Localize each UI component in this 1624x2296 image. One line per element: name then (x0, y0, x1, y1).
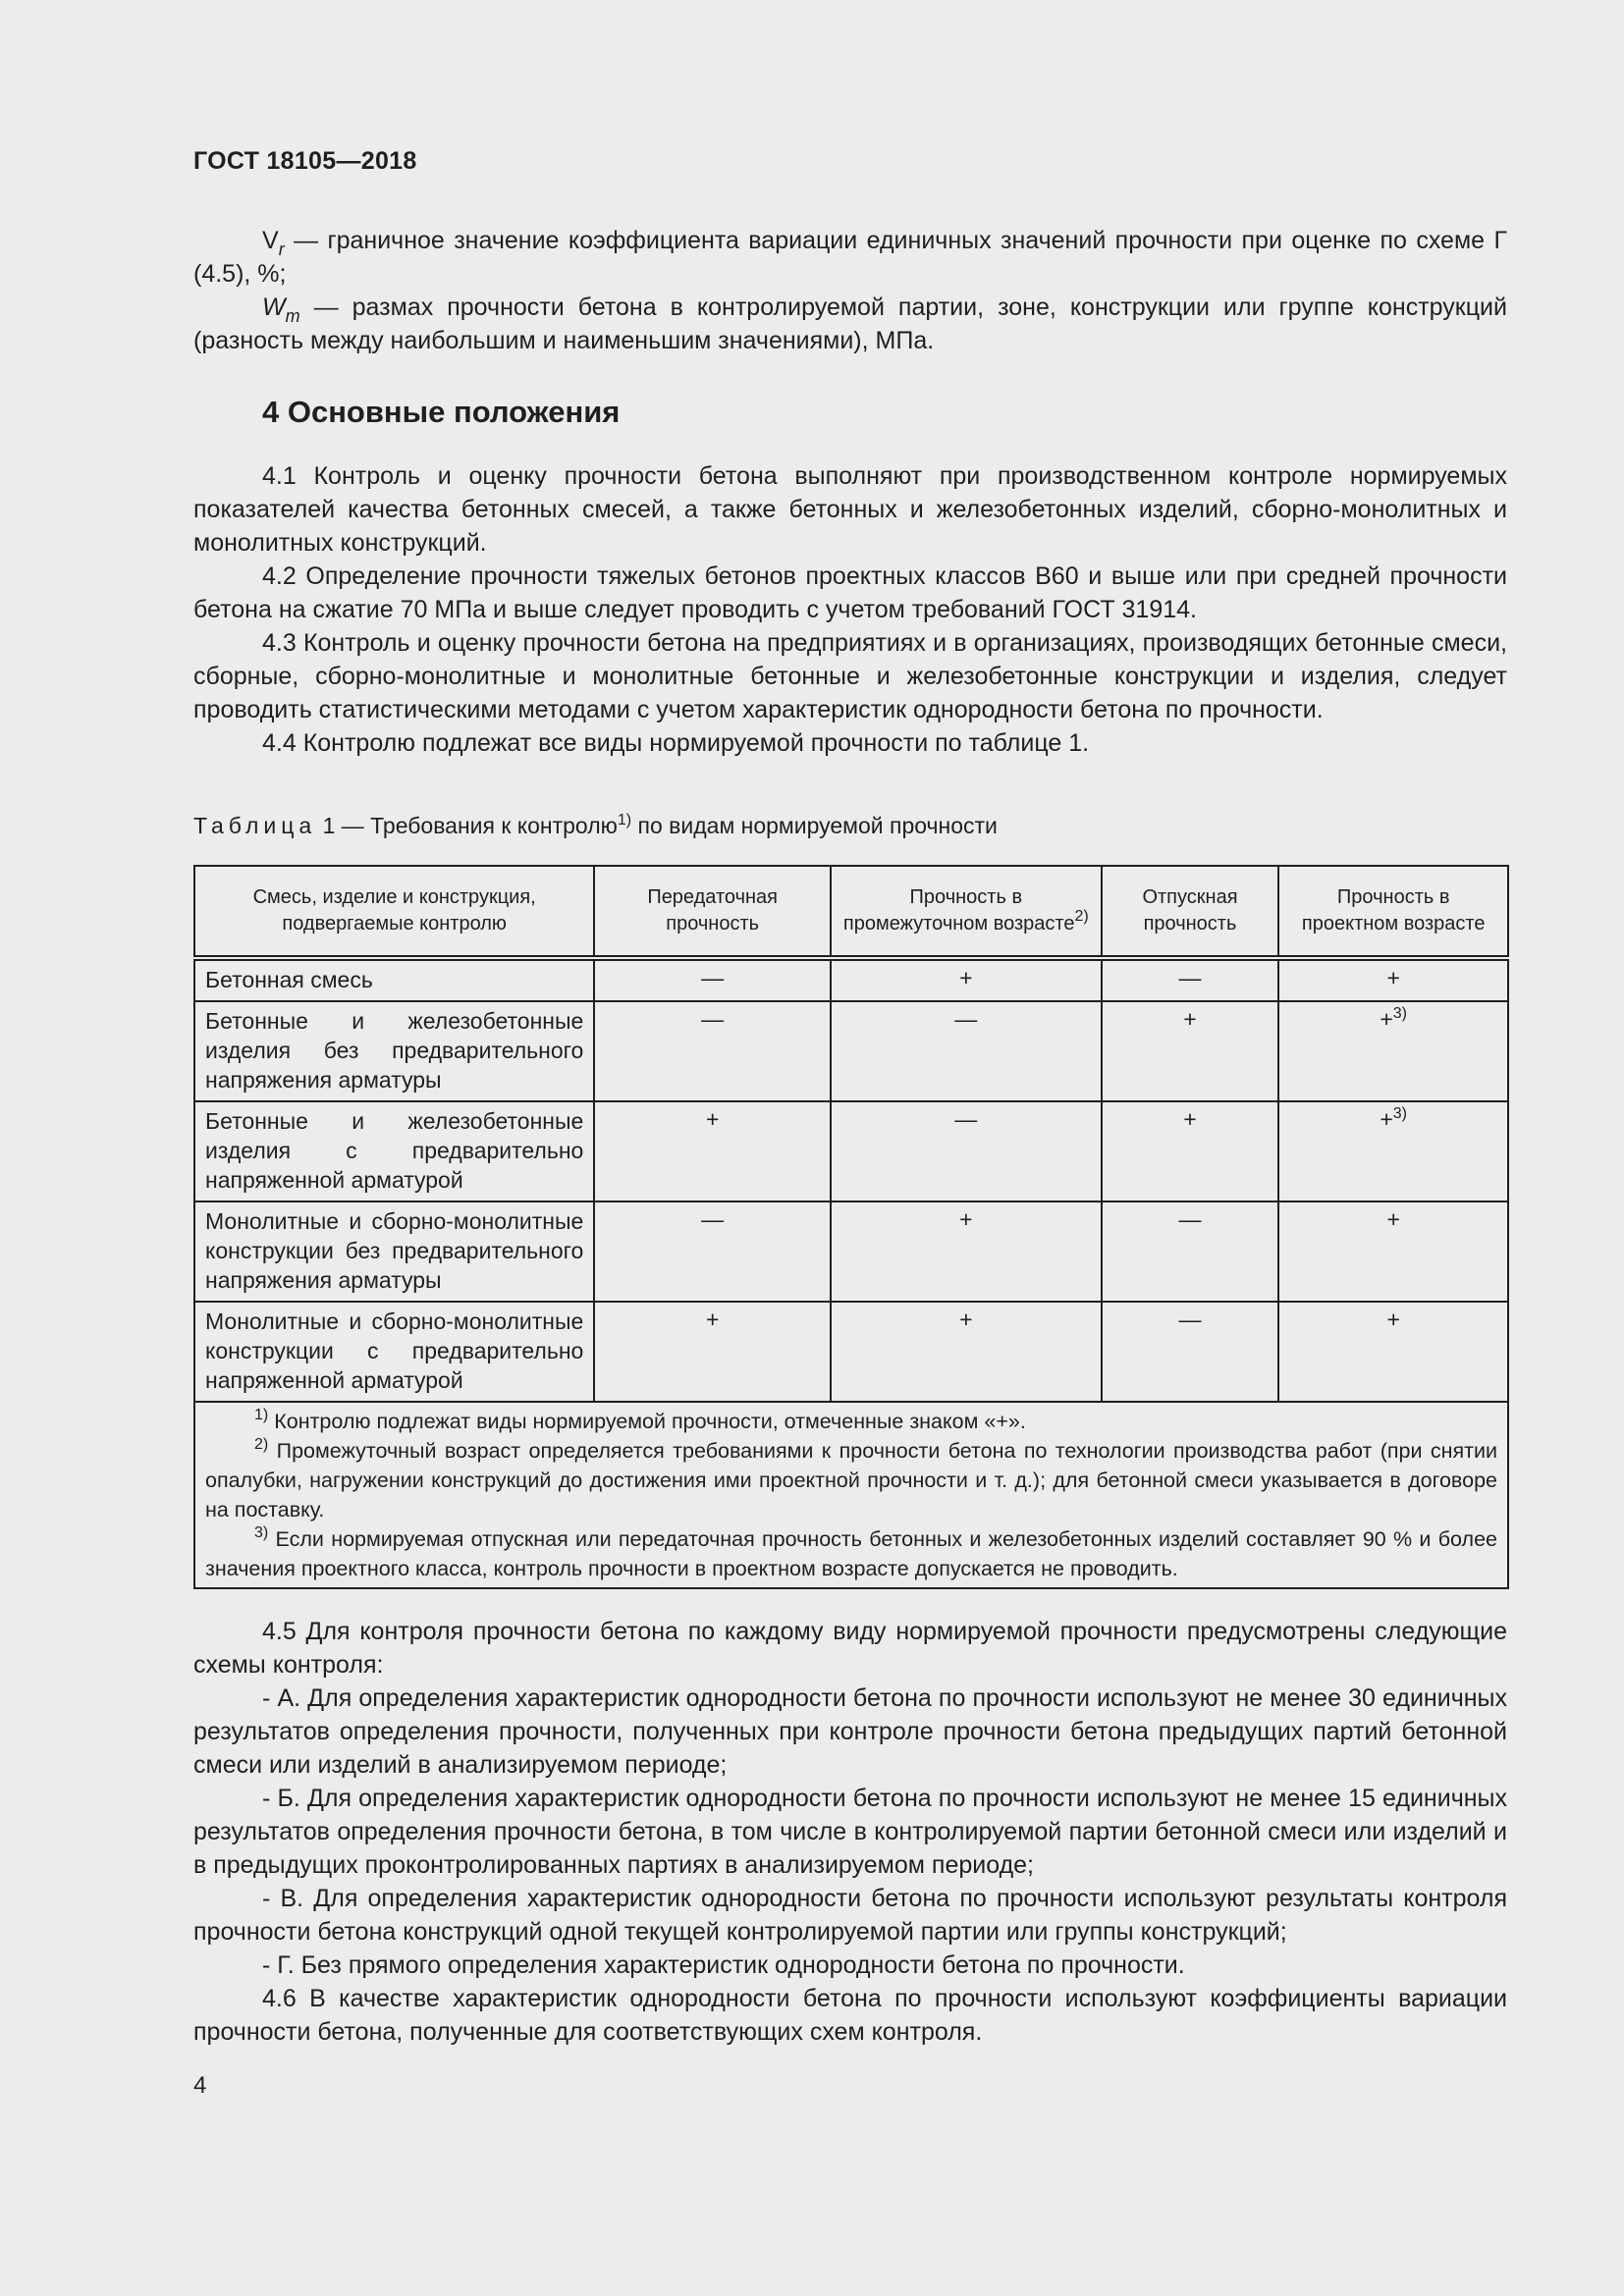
cell-mark: — (594, 958, 831, 1001)
section-paragraphs-2 (193, 1615, 1507, 2049)
section-paragraphs-1 (193, 459, 1507, 760)
symbol-w: W (262, 294, 286, 321)
cell-mark: — (594, 1001, 831, 1101)
cell-mark: — (831, 1001, 1102, 1101)
definition-vr (193, 224, 1507, 291)
table-caption-word: Таблица (193, 813, 317, 838)
cell-mark: — (1102, 958, 1279, 1001)
table-note-3: $^{3)}$ Если нормируемая отпускная или передаточная прочность бетонных и железобетонных изделий составляет 90 % и более значения проектного класса, контроль прочности в проектном возрасте допускается не проводить. (205, 1524, 1497, 1580)
definition-text: — размах прочности бетона в контролируемой партии, зоне, конструкции или группе конструкций (разность между наибольшим и наименьшим значениями), МПа. (193, 294, 1507, 354)
table-caption-end: по видам нормируемой прочности (631, 813, 998, 838)
header-design-age-strength: Прочность в проектном возрасте (1278, 866, 1508, 958)
scheme-b: - Б. Для определения характеристик однородности бетона по прочности используют не менее 15 единичных результатов определения прочности бетона, в том числе в контролируемой партии бетонной смеси или изделий и в предыдущих проконтролированных партиях в анализируемом периоде; (193, 1785, 1507, 1879)
table-caption-text: 1 — Требования к контролю (316, 813, 618, 838)
scheme-v: - В. Для определения характеристик однородности бетона по прочности используют результаты контроля прочности бетона конструкций одной текущей контролируемой партии или группы конструкций; (193, 1885, 1507, 1946)
cell-mark: + (1102, 1101, 1279, 1201)
paragraph-4-5: 4.5 Для контроля прочности бетона по каждому виду нормируемой прочности предусмотрены следующие схемы контроля: (193, 1618, 1507, 1679)
paragraph-4-3: 4.3 Контроль и оценку прочности бетона на предприятиях и в организациях, производящих бетонные смеси, сборные, сборно-монолитные и монолитные бетонные и железобетонные конструкции и изделия, следует проводить статистическими методами с учетом характеристик однородности бетона по прочности. (193, 629, 1507, 723)
requirements-table (193, 865, 1509, 1589)
cell-mark: +$^{3)}$ (1278, 1101, 1508, 1201)
scheme-a: - А. Для определения характеристик однородности бетона по прочности используют не менее 30 единичных результатов определения прочности, полученных при контроле прочности бетона предыдущих партий бетонной смеси или изделий в анализируемом периоде; (193, 1684, 1507, 1779)
caption-footnote-mark: 1) (617, 812, 632, 828)
table-row (194, 1302, 1508, 1402)
cell-mark: — (831, 1101, 1102, 1201)
subscript-m: m (285, 306, 300, 326)
document-header: ГОСТ 18105—2018 (193, 147, 417, 175)
table-row (194, 1001, 1508, 1101)
row-name: Бетонная смесь (194, 958, 594, 1001)
cell-mark: + (831, 1302, 1102, 1402)
row-name: Монолитные и сборно-монолитные конструкции с предварительно напряженной арматурой (194, 1302, 594, 1402)
cell-mark: + (1278, 1201, 1508, 1302)
table-header-row (194, 866, 1508, 958)
definitions-block (193, 224, 1507, 357)
cell-mark: + (1278, 1302, 1508, 1402)
table-note-1: $^{1)}$ Контролю подлежат виды нормируемой прочности, отмеченные знаком «+». (254, 1407, 1026, 1433)
definition-text: — граничное значение коэффициента вариации единичных значений прочности при оценке по схеме Г (4.5), %; (193, 227, 1507, 288)
table-row (194, 958, 1508, 1001)
cell-mark: + (594, 1101, 831, 1201)
cell-mark: — (1102, 1201, 1279, 1302)
cell-mark: +$^{3)}$ (1278, 1001, 1508, 1101)
cell-mark: + (594, 1302, 831, 1402)
definition-wm (193, 291, 1507, 357)
table-row (194, 1101, 1508, 1201)
section-title: 4 Основные положения (262, 395, 621, 429)
paragraph-4-2: 4.2 Определение прочности тяжелых бетонов проектных классов В60 и выше или при средней прочности бетона на сжатие 70 МПа и выше следует проводить с учетом требований ГОСТ 31914. (193, 562, 1507, 623)
cell-mark: + (1278, 958, 1508, 1001)
table-row (194, 1201, 1508, 1302)
row-name: Бетонные и железобетонные изделия без предварительного напряжения арматуры (194, 1001, 594, 1101)
table-caption (193, 813, 998, 839)
header-intermediate-strength: Прочность в промежуточном возрасте$^{2)}$ (831, 866, 1102, 958)
row-name: Бетонные и железобетонные изделия с предварительно напряженной арматурой (194, 1101, 594, 1201)
cell-mark: + (1102, 1001, 1279, 1101)
scheme-g: - Г. Без прямого определения характеристик однородности бетона по прочности. (262, 1951, 1185, 1979)
symbol-v: V (262, 227, 279, 254)
subscript-r: r (278, 240, 285, 259)
table-notes (194, 1402, 1508, 1588)
header-transfer-strength: Передаточная прочность (594, 866, 831, 958)
paragraph-4-1: 4.1 Контроль и оценку прочности бетона выполняют при производственном контроле нормируемых показателей качества бетонных смесей, а также бетонных и железобетонных изделий, сборно-монолитных и монолитных конструкций. (193, 462, 1507, 557)
cell-mark: — (594, 1201, 831, 1302)
header-release-strength: Отпускная прочность (1102, 866, 1279, 958)
header-subject: Смесь, изделие и конструкция, подвергаемые контролю (194, 866, 594, 958)
page-number: 4 (193, 2072, 207, 2099)
row-name: Монолитные и сборно-монолитные конструкции без предварительного напряжения арматуры (194, 1201, 594, 1302)
cell-mark: + (831, 958, 1102, 1001)
cell-mark: — (1102, 1302, 1279, 1402)
paragraph-4-4: 4.4 Контролю подлежат все виды нормируемой прочности по таблице 1. (262, 729, 1090, 757)
paragraph-4-6: 4.6 В качестве характеристик однородности бетона по прочности используют коэффициенты вариации прочности бетона, полученные для соответствующих схем контроля. (193, 1985, 1507, 2046)
table-note-2: $^{2)}$ Промежуточный возраст определяется требованиями к прочности бетона по технологии производства работ (при снятии опалубки, нагружении конструкций до достижения ими проектной прочности и т. д.); для бетонной смеси указывается в договоре на поставку. (205, 1436, 1497, 1522)
cell-mark: + (831, 1201, 1102, 1302)
table-notes-row (194, 1402, 1508, 1588)
